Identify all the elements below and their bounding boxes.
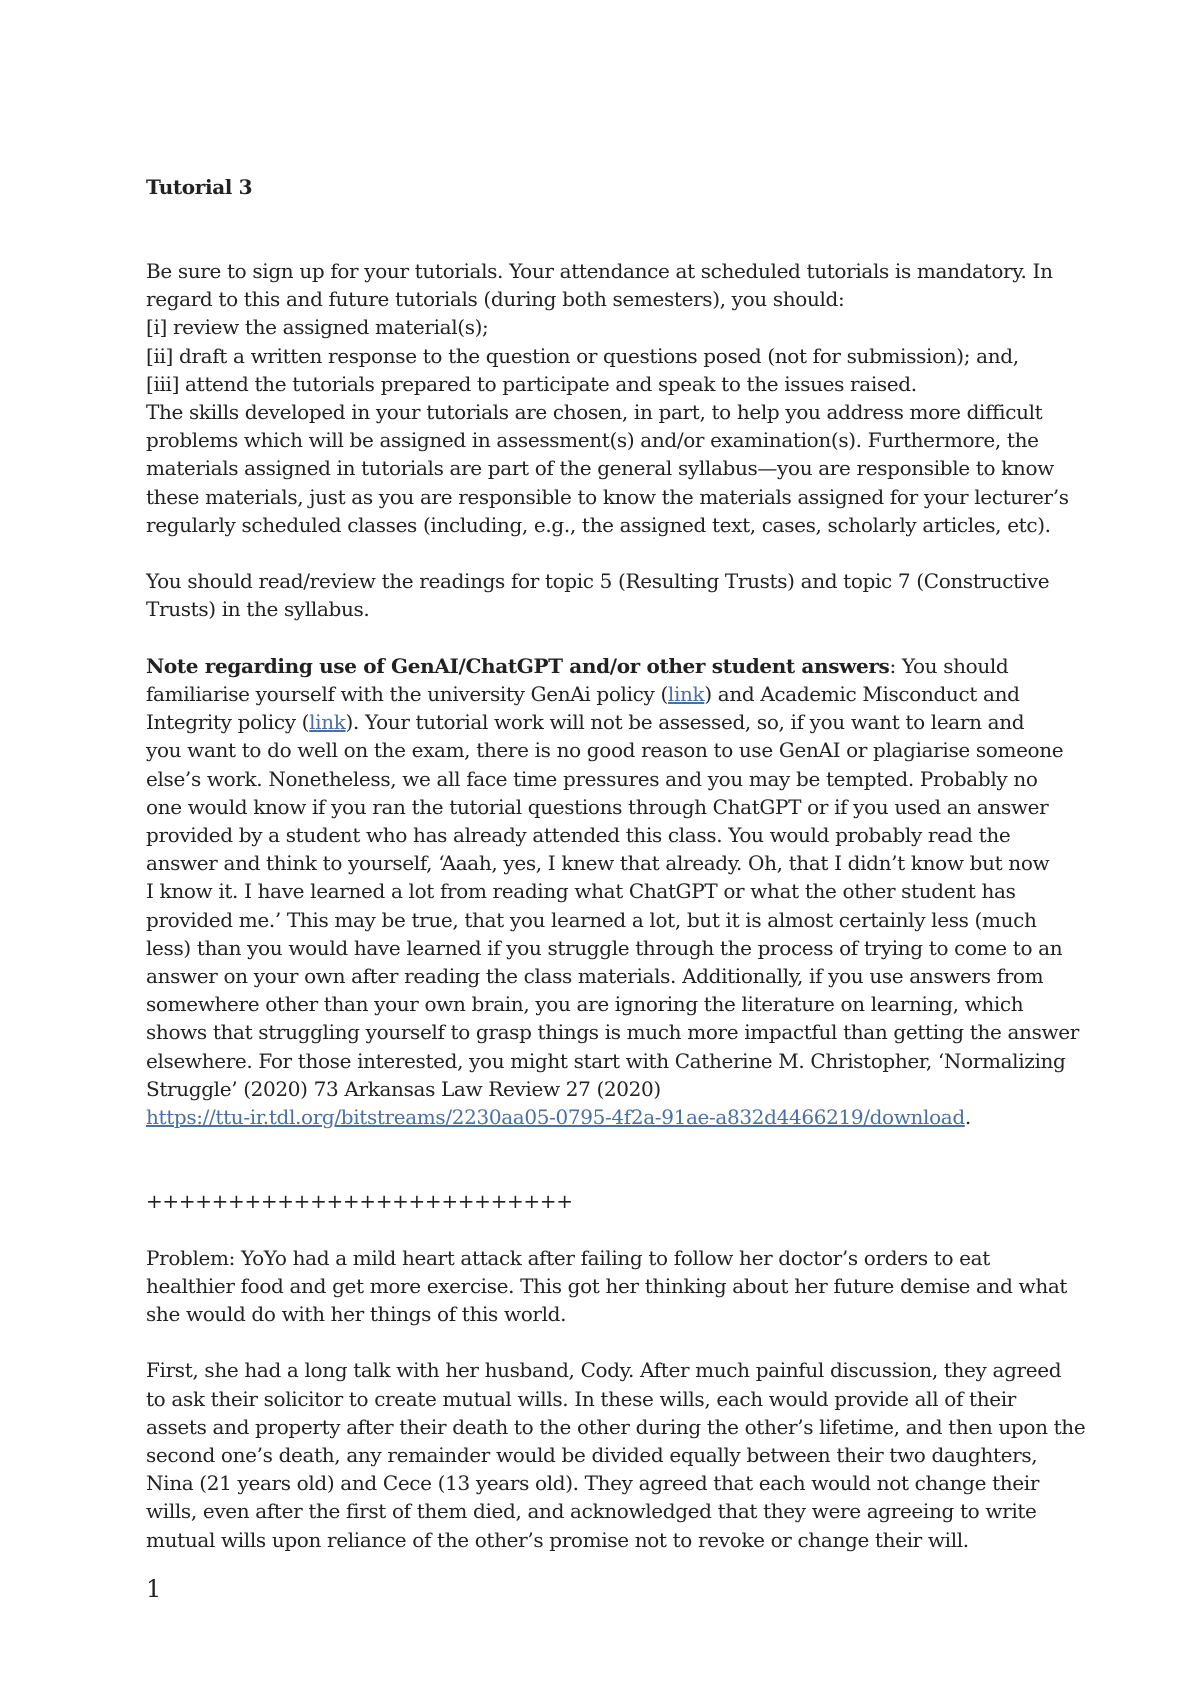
intro-line: problems which will be assigned in assessment(s) and/or examination(s). Furthermore, the [146,428,1039,453]
intro-line: Be sure to sign up for your tutorials. Your attendance at scheduled tutorials is mandatory. In [146,259,1053,283]
note-text: ) and Academic Misconduct and [704,682,1020,707]
note-line: I know it. I have learned a lot from reading what ChatGPT or what the other student has [146,879,1016,904]
readings-paragraph [146,567,1076,623]
note-line: answer on your own after reading the class materials. Additionally, if you use answers from [146,964,1044,989]
paragraph-spacer [146,1215,1076,1243]
note-line: provided me.’ This may be true, that you learned a lot, but it is almost certainly less (much [146,907,1037,932]
readings-line: You should read/review the readings for topic 5 (Resulting Trusts) and topic 7 (Constructive [146,569,1050,594]
readings-line: Trusts) in the syllabus. [146,597,370,622]
problem-line: to ask their solicitor to create mutual wills. In these wills, each would provide all of their [146,1386,1016,1411]
intro-paragraph [146,257,1076,539]
problem-line: Problem: YoYo had a mild heart attack after failing to follow her doctor’s orders to eat [146,1245,990,1270]
paragraph-spacer [146,1131,1076,1187]
genai-policy-link[interactable]: link [667,682,705,707]
note-line [146,680,1076,708]
intro-line: [iii] attend the tutorials prepared to participate and speak to the issues raised. [146,371,917,396]
intro-line: regard to this and future tutorials (during both semesters), you should: [146,287,845,312]
genai-note-paragraph [146,652,1079,1131]
note-line: one would know if you ran the tutorial questions through ChatGPT or if you used an answer [146,794,1049,819]
problem-line: assets and property after their death to the other during the other’s lifetime, and then upon the [146,1414,1086,1439]
note-line: else’s work. Nonetheless, we all face time pressures and you may be tempted. Probably no [146,766,1038,791]
note-heading: Note regarding use of GenAI/ChatGPT and/or other student answers [146,653,890,678]
note-line: shows that struggling yourself to grasp things is much more impactful than getting the answer [146,1020,1079,1045]
note-line: less) than you would have learned if you struggle through the process of trying to come to an [146,935,1063,960]
problem-line: mutual wills upon reliance of the other’s promise not to revoke or change their will. [146,1527,969,1552]
separator-line [146,1187,1076,1215]
integrity-policy-link[interactable]: link [309,710,346,735]
article-download-link[interactable]: https://ttu-ir.tdl.org/bitstreams/2230aa05-0795-4f2a-91ae-a832d4466219/download [146,1105,965,1130]
note-line: provided by a student who has already attended this class. You would probably read the [146,823,1011,848]
problem-line: Nina (21 years old) and Cece (13 years old). They agreed that each would not change their [146,1471,1040,1496]
intro-line: materials assigned in tutorials are part of the general syllabus—you are responsible to know [146,456,1054,481]
problem-paragraph-2 [146,1356,1086,1553]
note-line [146,708,1076,736]
intro-line: regularly scheduled classes (including, e.g., the assigned text, cases, scholarly articles, etc). [146,512,1051,537]
problem-line: healthier food and get more exercise. This got her thinking about her future demise and what [146,1273,1068,1298]
separator: ++++++++++++++++++++++++++ [146,1189,573,1214]
note-line: answer and think to yourself, ‘Aaah, yes, I knew that already. Oh, that I didn’t know but now [146,851,1050,876]
note-text: : You should [889,653,1009,678]
problem-paragraph [146,1244,1076,1329]
note-text: . [964,1105,971,1130]
note-line: somewhere other than your own brain, you are ignoring the literature on learning, which [146,992,1024,1017]
note-line [146,652,1076,680]
problem-line: wills, even after the first of them died, and acknowledged that they were agreeing to write [146,1499,1037,1524]
problem-line: she would do with her things of this world. [146,1302,567,1327]
note-line [146,1103,1076,1131]
document-title: Tutorial 3 [146,175,253,199]
intro-line: [i] review the assigned material(s); [146,315,489,340]
problem-line: First, she had a long talk with her husband, Cody. After much painful discussion, they agreed [146,1358,1062,1383]
problem-line: second one’s death, any remainder would be divided equally between their two daughters, [146,1443,1038,1468]
note-line: elsewhere. For those interested, you might start with Catherine M. Christopher, ‘Normalizing [146,1048,1066,1073]
note-text: familiarise yourself with the university GenAi policy ( [146,682,668,707]
note-text: Integrity policy ( [146,710,310,735]
note-line: Struggle’ (2020) 73 Arkansas Law Review 27 (2020) [146,1076,661,1101]
note-text: ). Your tutorial work will not be assessed, so, if you want to learn and [345,710,1025,735]
paragraph-spacer [146,624,1076,652]
intro-line: [ii] draft a written response to the question or questions posed (not for submission); and, [146,343,1019,368]
note-line: you want to do well on the exam, there is no good reason to use GenAI or plagiarise someone [146,738,1064,763]
page-number: 1 [146,1575,162,1603]
intro-line: these materials, just as you are responsible to know the materials assigned for your lecturer’s [146,484,1069,509]
intro-line: The skills developed in your tutorials are chosen, in part, to help you address more difficult [146,400,1043,425]
paragraph-spacer [146,1328,1076,1356]
document-body [146,173,1086,1554]
paragraph-spacer [146,539,1076,567]
